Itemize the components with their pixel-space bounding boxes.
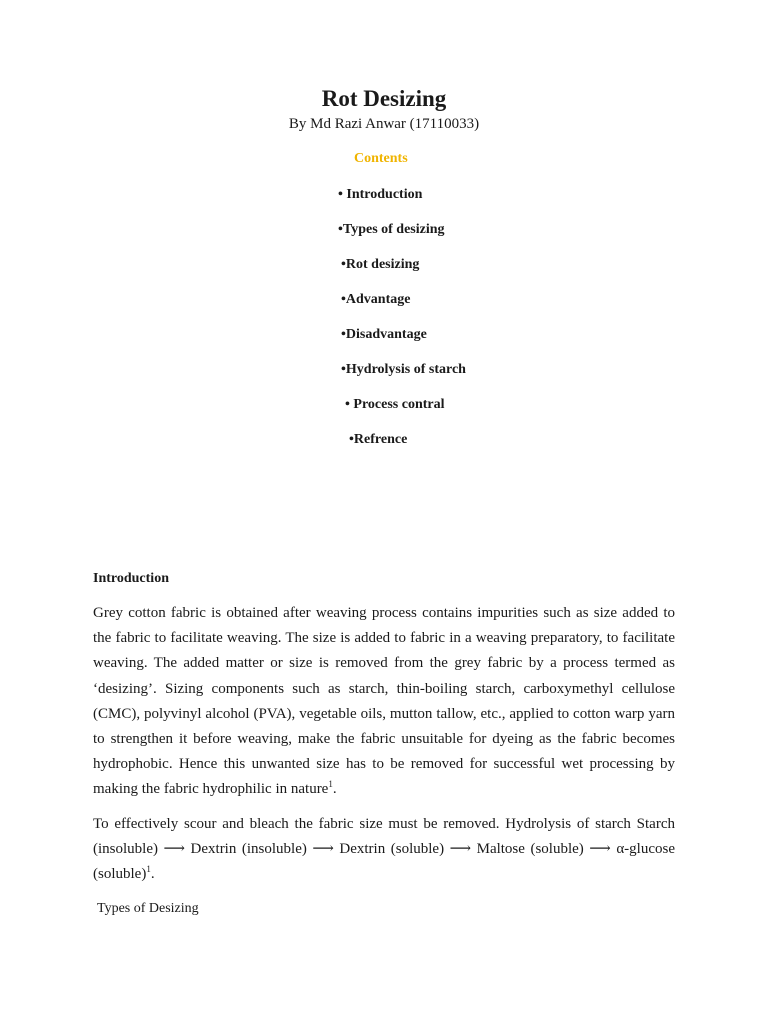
hydrolysis-paragraph bbox=[93, 812, 675, 888]
toc-item-hydrolysis-of-starch: •Hydrolysis of starch bbox=[341, 362, 466, 377]
document-author: By Md Razi Anwar (17110033) bbox=[288, 116, 480, 132]
introduction-paragraph bbox=[93, 601, 675, 803]
toc-item-types-of-desizing: •Types of desizing bbox=[338, 222, 445, 237]
document-title: Rot Desizing bbox=[321, 86, 447, 111]
toc-item-introduction: • Introduction bbox=[338, 187, 423, 202]
introduction-heading: Introduction bbox=[93, 571, 169, 586]
toc-item-advantage: •Advantage bbox=[341, 292, 411, 307]
contents-heading: Contents bbox=[354, 151, 408, 166]
hydrolysis-paragraph-text: To effectively scour and bleach the fabric size must be removed. Hydrolysis of starch Starch (insoluble) ⟶ Dextrin (insoluble) ⟶ Dextrin (soluble) ⟶ Maltose (soluble) ⟶ α-glucose (soluble) bbox=[93, 816, 675, 883]
toc-item-refrence: •Refrence bbox=[349, 432, 408, 447]
paragraph-end-punctuation: . bbox=[332, 781, 337, 798]
paragraph-end-punctuation: . bbox=[150, 866, 155, 883]
introduction-paragraph-text: Grey cotton fabric is obtained after weaving process contains impurities such as size added to the fabric to facilitate weaving. The size is added to fabric in a weaving preparatory, to facilitate weaving. The added matter or size is removed from the grey fabric by a process termed as ‘desizing’. Sizing components such as starch, thin-boiling starch, carboxymethyl cellulose (CMC), polyvinyl alcohol (PVA), vegetable oils, mutton tallow, etc., applied to cotton warp yarn to strengthen it before weaving, make the fabric unsuitable for dyeing as the fabric becomes hydrophobic. Hence this unwanted size has to be removed for successful wet processing by making the fabric hydrophilic in nature bbox=[93, 605, 675, 798]
toc-item-rot-desizing: •Rot desizing bbox=[341, 257, 420, 272]
citation-marker: 1 bbox=[328, 779, 333, 790]
toc-item-process-contral: • Process contral bbox=[345, 397, 445, 412]
citation-marker: 1 bbox=[146, 864, 151, 875]
toc-item-disadvantage: •Disadvantage bbox=[341, 327, 427, 342]
types-of-desizing-heading: Types of Desizing bbox=[97, 901, 199, 916]
